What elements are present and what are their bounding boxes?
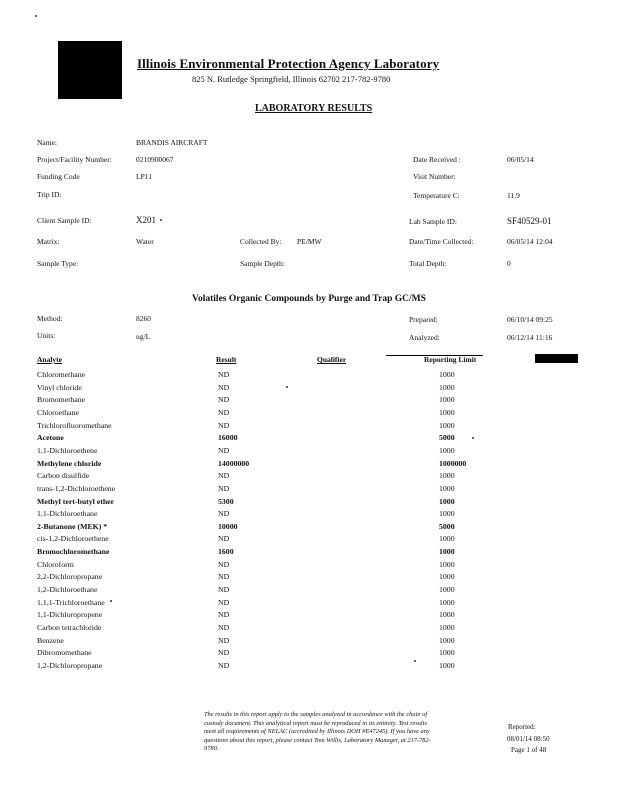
result-cell: ND	[218, 559, 230, 569]
result-cell: ND	[218, 471, 230, 481]
reporting-limit-cell: 1000	[439, 610, 455, 620]
project-value: 0210900067	[136, 155, 174, 164]
visit-label: Visit Number:	[413, 172, 456, 181]
analyzed-label: Analyzed:	[409, 333, 440, 342]
reporting-limit-cell: 1000	[439, 370, 455, 379]
table-row	[0, 534, 618, 546]
result-cell: ND	[218, 445, 230, 455]
analyte-cell: Methylene chloride	[37, 458, 102, 468]
reporting-limit-cell: 1000	[439, 559, 455, 569]
reporting-limit-cell: 1000	[439, 420, 455, 430]
table-row	[0, 497, 618, 509]
result-cell: 14000000	[218, 458, 250, 468]
analyte-cell: Dibromomethane	[37, 648, 92, 658]
table-row	[0, 547, 618, 559]
total-depth-value: 0	[507, 259, 511, 268]
table-row	[0, 471, 618, 483]
table-row	[0, 585, 618, 597]
analyte-cell: Trichlorofluoromethane	[37, 420, 112, 430]
table-row	[0, 509, 618, 521]
table-row	[0, 661, 618, 673]
table-row	[0, 648, 618, 660]
table-row	[0, 560, 618, 572]
analyte-cell: Methyl tert-butyl ether	[37, 496, 115, 506]
analyte-cell: 1,2-Dichloropropane	[37, 660, 103, 670]
analyte-cell: 2,2-Dichloropropane	[37, 572, 103, 582]
total-depth-label: Total Depth:	[409, 259, 447, 268]
date-collected-value: 06/05/14 12:04	[507, 237, 553, 246]
lab-sample-label: Lab Sample ID:	[409, 217, 457, 226]
analyte-cell: 1,1,1-Trichloroethane	[37, 597, 105, 607]
reporting-limit-cell: 1000	[439, 471, 455, 481]
sample-type-label: Sample Type:	[37, 259, 79, 268]
table-row	[0, 395, 618, 407]
analyte-cell: Chloromethane	[37, 370, 86, 379]
scan-speck	[160, 219, 162, 221]
client-sample-value: X201	[136, 215, 156, 225]
scan-speck	[110, 600, 112, 602]
table-row	[0, 408, 618, 420]
report-title: LABORATORY RESULTS	[255, 103, 373, 114]
reporting-limit-cell: 1000	[439, 547, 455, 557]
result-cell: ND	[218, 407, 230, 417]
result-cell: ND	[218, 572, 230, 582]
table-row	[0, 598, 618, 610]
scan-speck	[472, 437, 474, 439]
analyzed-value: 06/12/14 11:16	[507, 333, 553, 342]
date-received-value: 06/05/14	[507, 155, 534, 164]
lab-sample-value: SF40529-01	[507, 216, 552, 226]
analyte-cell: 2-Butanone (MEK) *	[37, 521, 108, 531]
result-cell: ND	[218, 660, 230, 670]
scan-speck	[286, 386, 288, 388]
reporting-limit-cell: 1000	[439, 483, 455, 493]
lab-address: 825 N. Rutledge Springfield, Illinois 62702 217-782-9780	[192, 74, 391, 84]
column-reporting-limit: Reporting Limit	[424, 355, 477, 364]
matrix-value: Water	[136, 237, 154, 246]
table-row	[0, 610, 618, 622]
analyte-cell: Bromochloromethane	[37, 547, 110, 557]
result-cell: ND	[218, 648, 230, 658]
reporting-limit-cell: 1000	[439, 382, 455, 392]
reporting-limit-cell: 5000	[439, 521, 455, 531]
result-cell: ND	[218, 597, 230, 607]
result-cell: ND	[218, 509, 230, 519]
reporting-limit-cell: 1000	[439, 496, 455, 506]
reporting-limit-cell: 1000	[439, 445, 455, 455]
analyte-cell: Carbon tetrachloride	[37, 623, 102, 632]
temperature-value: 11.9	[507, 191, 520, 200]
result-cell: ND	[218, 420, 230, 430]
result-cell: 1600	[218, 547, 234, 557]
analyte-cell: Bromomethane	[37, 395, 86, 405]
table-row	[0, 636, 618, 648]
result-cell: ND	[218, 483, 230, 493]
column-result: Result	[216, 355, 237, 364]
prepared-label: Prepared:	[409, 315, 438, 324]
result-cell: ND	[218, 382, 230, 392]
result-cell: ND	[218, 610, 230, 620]
table-row	[0, 459, 618, 471]
collected-by-label: Collected By:	[240, 237, 282, 246]
reporting-limit-cell: 1000	[439, 407, 455, 417]
name-label: Name:	[37, 138, 57, 147]
client-sample-label: Client Sample ID:	[37, 216, 92, 225]
analyte-cell: trans-1,2-Dichloroethene	[37, 483, 116, 493]
reported-value: 08/01/14 08:50	[507, 735, 550, 743]
result-cell: ND	[218, 395, 230, 405]
table-row	[0, 484, 618, 496]
analyte-cell: Chloroethane	[37, 407, 80, 417]
analyte-cell: Chloroform	[37, 559, 74, 569]
reporting-limit-cell: 1000	[439, 623, 455, 632]
redaction-bar	[535, 354, 578, 363]
analyte-cell: cis-1,2-Dichloroethene	[37, 534, 109, 544]
units-label: Units:	[37, 331, 56, 340]
reporting-limit-cell: 1000	[439, 572, 455, 582]
sample-depth-label: Sample Depth:	[240, 259, 285, 268]
footer-note: The results in this report apply to the samples analyzed in accordance with the chain of custody document. This analytical report must be reproduced in its entirety. Test results meet all requirements of NELAC (accredited by Illinois DOH #E47245). If you have any questions about this report, please contact Tom Willis, Laboratory Manager, at 217-782-9780.	[204, 711, 431, 753]
collected-by-value: PE/MW	[297, 237, 322, 246]
result-cell: ND	[218, 585, 230, 595]
analyte-cell: 1,1-Dichloropropene	[37, 610, 103, 620]
matrix-label: Matrix:	[37, 237, 60, 246]
analyte-cell: Acetone	[37, 433, 64, 443]
reporting-limit-cell: 5000	[439, 433, 455, 443]
table-row	[0, 623, 618, 635]
analyte-cell: Benzene	[37, 635, 64, 645]
project-label: Project/Facility Number:	[37, 155, 112, 164]
trip-label: Trip ID:	[37, 190, 62, 199]
column-qualifier: Qualifier	[317, 355, 347, 364]
table-row	[0, 446, 618, 458]
reporting-limit-cell: 1000	[439, 509, 455, 519]
result-cell: ND	[218, 635, 230, 645]
reporting-limit-cell: 1000	[439, 534, 455, 544]
date-collected-label: Date/Time Collected:	[409, 237, 474, 246]
funding-value: LP11	[136, 172, 152, 181]
agency-logo	[58, 41, 122, 99]
result-cell: 5300	[218, 496, 234, 506]
result-cell: ND	[218, 623, 230, 632]
table-row	[0, 370, 618, 382]
temperature-label: Temperature C:	[413, 191, 460, 200]
reporting-limit-cell: 1000	[439, 648, 455, 658]
analyte-cell: 1,1-Dichloroethene	[37, 445, 98, 455]
reported-label: Reported:	[508, 723, 536, 731]
method-value: 8260	[136, 314, 151, 323]
result-cell: 16000	[218, 433, 238, 443]
scan-speck	[414, 660, 416, 662]
funding-label: Funding Code	[37, 172, 80, 181]
analyte-cell: 1,2-Dichloroethane	[37, 585, 98, 595]
units-value: ug/L	[136, 332, 151, 341]
lab-title: Illinois Environmental Protection Agency Laboratory	[137, 56, 440, 71]
reporting-limit-cell: 1000	[439, 585, 455, 595]
reporting-limit-cell: 1000	[439, 597, 455, 607]
analyte-cell: Vinyl chloride	[37, 382, 82, 392]
result-cell: ND	[218, 534, 230, 544]
reporting-limit-cell: 1000	[439, 395, 455, 405]
name-value: BRANDIS AIRCRAFT	[136, 138, 208, 147]
prepared-value: 06/10/14 09:25	[507, 315, 553, 324]
page-number: Page 1 of 48	[511, 746, 547, 754]
reporting-limit-cell: 1000	[439, 635, 455, 645]
column-analyte: Analyte	[37, 355, 62, 364]
analyte-cell: Carbon disulfide	[37, 471, 90, 481]
table-row	[0, 421, 618, 433]
table-row	[0, 522, 618, 534]
date-received-label: Date Received :	[413, 155, 461, 164]
result-cell: 10000	[218, 521, 238, 531]
section-title: Volatiles Organic Compounds by Purge and Trap GC/MS	[192, 294, 426, 304]
method-label: Method:	[37, 314, 63, 323]
table-row	[0, 383, 618, 395]
reporting-limit-cell: 1000000	[439, 458, 467, 468]
scan-speck	[35, 15, 37, 17]
result-cell: ND	[218, 370, 230, 379]
table-row	[0, 572, 618, 584]
analyte-cell: 1,1-Dichloroethane	[37, 509, 98, 519]
table-row	[0, 433, 618, 445]
reporting-limit-cell: 1000	[439, 660, 455, 670]
